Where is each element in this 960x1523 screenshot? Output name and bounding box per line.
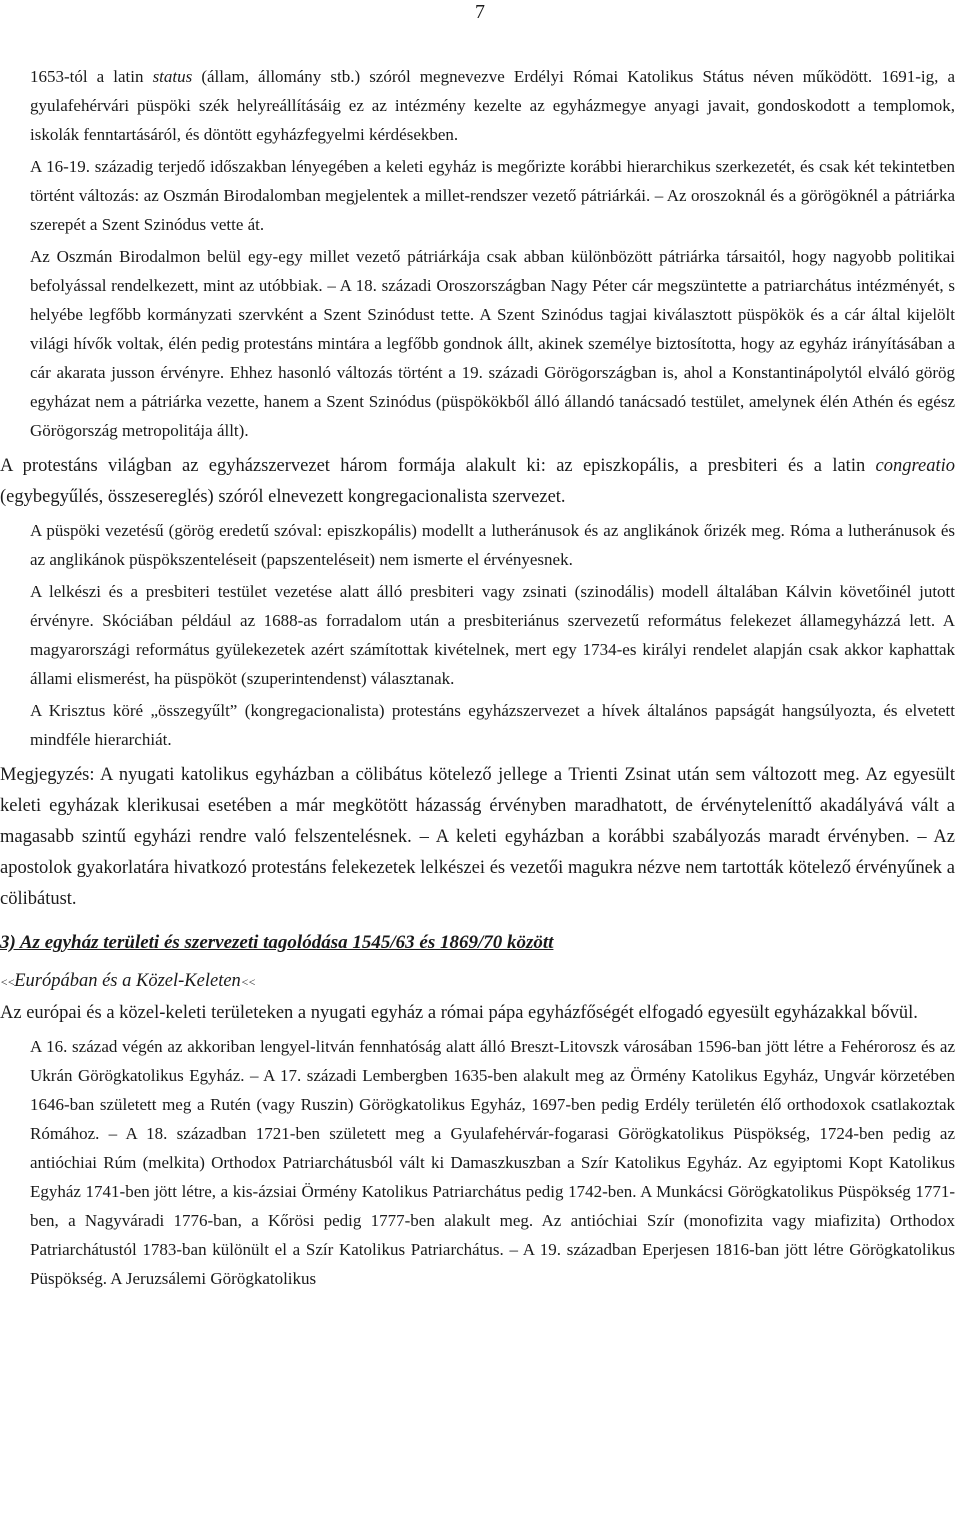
paragraph-episcopal: A püspöki vezetésű (görög eredetű szóval: episzkopális) modellt a lutheránusok és az anglikánok őrizék meg. Róma a lutheránusok és az anglikánok püspökszenteléseit (papszenteléseit) nem ismerte el érvényesnek. (30, 521, 955, 569)
paragraph-ottoman-russia: Az Oszmán Birodalmon belül egy-egy millet vezető pátriárkája csak abban különbözött pátriárka társaitól, hogy nagyobb politikai befolyással rendelkezett, mint az utóbbiak. – A 18. századi Oroszországban Nagy Péter cár megszüntette a patriarchátus intézményét, s helyébe legfőbb kormányzati szervként a Szent Szinódust tette. A Szent Szinódus tagjai kiválasztott püspökök és a cár által kijelölt világi hívők voltak, élén pedig protestáns mintára a legfőbb gondnok állt, akinek személye biztosította, hogy az egyház irányításában a cár akarata jusson érvényre. Ehhez hasonló változás történt a 19. századi Görögországban is, ahol a Konstantinápolytól elváló görög egyházat nem a pátriárka vezette, hanem a Szent Szinódus (püspökökből álló állandó tanácsadó testület, amelynek élén Athén és egész Görögország metropolitája állt). (30, 247, 955, 440)
ornament-right-icon: << (240, 975, 255, 989)
latin-term: congreatio (875, 456, 955, 476)
page-content (0, 62, 955, 1293)
latin-term: status (152, 67, 193, 86)
paragraph-greek-catholic-history: A 16. század végén az akkoriban lengyel-litván fennhatóság alatt álló Breszt-Litovszk városában 1596-ban jött létre a Fehérorosz és az Ukrán Görögkatolikus Egyház. – A 17. századi Lembergben 1635-ben alakult meg az Örmény Katolikus Egyház, Ungvár körzetében 1646-ban született meg a Rutén (vagy Ruszin) Görögkatolikus Egyház, 1697-ben pedig Erdély területén élő orthodoxok csatlakoztak Rómához. – A 18. században 1721-ben született meg a Gyulafehérvár-fogarasi Görögkatolikus Püspökség, 1724-ben pedig az antióchiai Rúm (melkita) Orthodox Patriarchátusból vált ki Damaszkuszban a Szír Katolikus Egyház. Az egyiptomi Kopt Katolikus Egyház 1741-ben jött létre, a kis-ázsiai Örmény Katolikus Patriarchátus pedig 1742-ben. A Munkácsi Görögkatolikus Püspökség 1771-ben, a Nagyváradi 1776-ban, a Kőrösi pedig 1777-ben alakult meg. Az antióchiai Szír (monofizita vagy miafizita) Orthodox Patriarchátustól 1783-ban különült el a Szír Katolikus Patriarchátus. – A 19. században Eperjesen 1816-ban jött létre Görögkatolikus Püspökség. A Jeruzsálemi Görögkatolikus (30, 1037, 955, 1288)
page-number: 7 (475, 1, 485, 23)
ornament-left-icon: << (0, 975, 15, 989)
paragraph-note-celibacy: Megjegyzés: A nyugati katolikus egyházban a cölibátus kötelező jellege a Trienti Zsinat után sem változott meg. Az egyesült keleti egyházak klerikusai esetében a már megkötött házasság érvényben maradhatott, de érvényteleníttő akadályává vált a magasabb szintű egyházi rendre való felszentelésnek. – A keleti egyházban a korábbi szabályozás maradt érvényben. – Az apostolok gyakorlatára hivatkozó protestáns felekezetek lelkészei és vezetői magukra nézve nem tartották kötelező érvényűnek a cölibátust. (0, 765, 955, 909)
paragraph-protestant-forms: A protestáns világban az egyházszervezet három formája alakult ki: az episzkopális, a presbiteri és a latin congreatio (egybegyűlés, összesereglés) szóról elnevezett kongregacionalista szervezet. (0, 456, 955, 507)
section-heading: 3) Az egyház területi és szervezeti tagolódása 1545/63 és 1869/70 között (0, 932, 554, 953)
paragraph-united-churches: Az európai és a közel-keleti területeken a nyugati egyház a római pápa egyházfőségét elfogadó egyesült egyházakkal bővül. (0, 1003, 918, 1023)
paragraph-congregational: A Krisztus köré „összegyűlt” (kongregacionalista) protestáns egyházszervezet a hívek általános papságát hangsúlyozta, és elvetett mindféle hierarchiát. (30, 701, 955, 749)
paragraph-status: 1653-tól a latin status (állam, állomány stb.) szóról megnevezve Erdélyi Római Katolikus Státus néven működött. 1691-ig, a gyulafehérvári püspöki szék helyreállításáig ez az intézmény kezelte az egyházmegye anyagi javait, gondoskodott a templomok, iskolák fenntartásáról, és döntött egyházfegyelmi kérdésekben. (30, 67, 955, 144)
paragraph-eastern-church: A 16-19. századig terjedő időszakban lényegében a keleti egyház is megőrizte korábbi hierarchikus szerkezetét, és csak két tekintetben történt változás: az Oszmán Birodalomban megjelentek a millet-rendszer vezető pátriárkái. – Az oroszoknál és a görögöknél a pátriárka szerepét a Szent Szinódus vette át. (30, 157, 955, 234)
paragraph-presbyterian: A lelkészi és a presbiteri testület vezetése alatt álló presbiteri vagy zsinati (szinodális) modell általában Kálvin követőinél jutott érvényre. Skóciában például az 1688-as forradalom után a presbiteriánus szervezetű református felekezet államegyházzá lett. A magyarországi református gyülekezetek azért számítottak kivételnek, mert egy 1734-es királyi rendelet alapján csak akkor kaphattak állami elismerést, ha püspököt (szuperintendenst) választanak. (30, 582, 955, 688)
subheading-text: Európában és a Közel-Keleten (14, 971, 241, 991)
subheading (0, 966, 955, 998)
